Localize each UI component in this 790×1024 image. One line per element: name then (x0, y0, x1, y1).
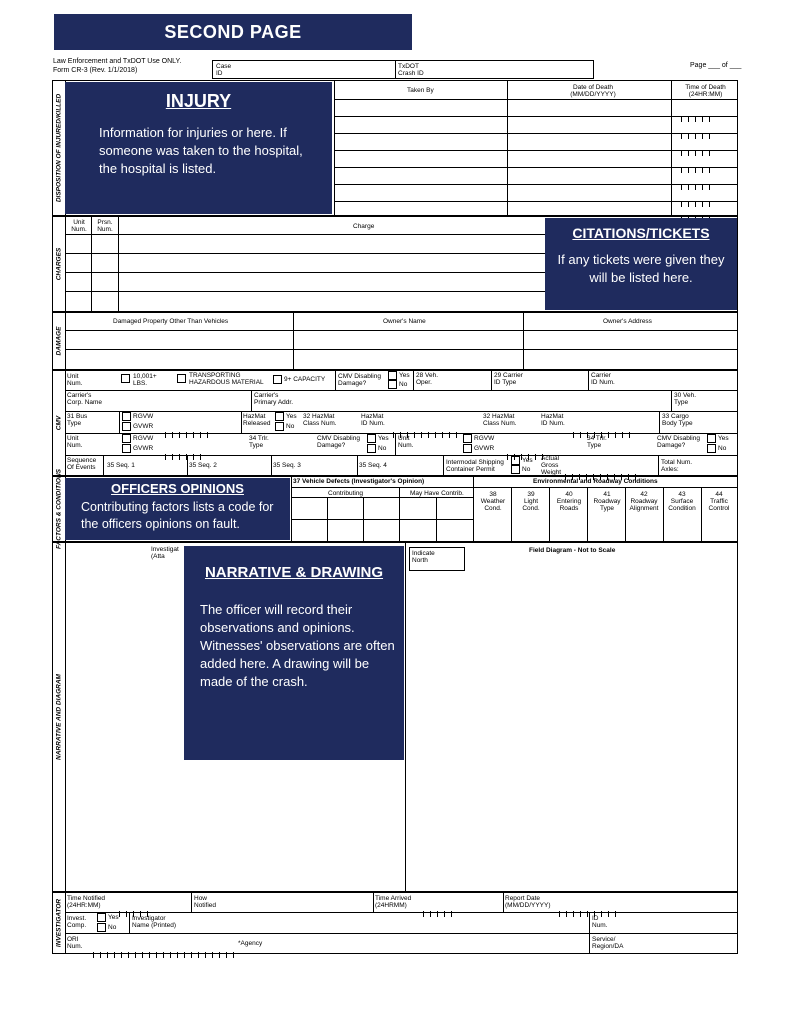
hazmat-released-label: HazMat Released (243, 413, 271, 427)
id-num-label: ID Num. (592, 915, 608, 929)
may-have-contrib-header: May Have Contrib. (410, 490, 464, 497)
gvwr-checkbox[interactable] (122, 422, 131, 431)
narrative-overlay (184, 546, 404, 760)
yes-label: Yes (286, 413, 297, 421)
contributing-header: Contributing (328, 490, 364, 497)
gvwr-label: GVWR (133, 445, 154, 453)
env-conditions-header: Environmental and Roadway Conditions (533, 478, 658, 485)
case-id-box[interactable] (212, 60, 594, 79)
investigator-section (52, 892, 738, 954)
citations-overlay (545, 218, 737, 310)
seq-3-label: 35 Seq. 3 (273, 462, 301, 469)
rgvw-checkbox-3[interactable] (463, 434, 472, 443)
carrier-id-type-label: 29 Carrier ID Type (494, 372, 523, 386)
damaged-property-header: Damaged Property Other Than Vehicles (113, 318, 229, 325)
carrier-corp-name-label: Carrier's Corp. Name (67, 392, 103, 406)
time-notified-label: Time Notified (24HR:MM) (67, 895, 106, 909)
narrative-overlay-text: The officer will record their observations and opinions. Witnesses' observations are often added here. A drawing will be made of the crash. (200, 602, 395, 689)
hazmat-class-num-label: 32 HazMat Class Num. (303, 413, 337, 427)
no-label: No (522, 466, 531, 474)
prsn-num-header: Prsn. Num. (97, 219, 113, 233)
form-number: Form CR-3 (Rev. 1/1/2018) (53, 67, 138, 74)
trlr-disabling-2-no-checkbox[interactable] (707, 444, 716, 453)
no-label: No (286, 423, 295, 431)
trlr-cmv-disabling-label: CMV Disabling Damage? (317, 435, 360, 449)
damage-section (52, 312, 738, 370)
cargo-body-type-label: 33 Cargo Body Type (662, 413, 693, 427)
rgvw-checkbox[interactable] (122, 412, 131, 421)
no-label: No (718, 445, 727, 453)
factors-side-label: FACTORS & CONDITIONS (53, 477, 66, 541)
taken-by-header: Taken By (407, 87, 434, 94)
charge-header: Charge (353, 223, 375, 230)
trlr-type-label: 34 Trlr. Type (249, 435, 269, 449)
investigator-name-label: Investigator Name (Printed) (132, 915, 177, 929)
ori-num-label: ORI Num. (67, 936, 83, 950)
hazmat-id-num-label: HazMat ID Num. (361, 413, 385, 427)
rgvw-label: RGVW (133, 413, 154, 421)
veh-oper-label: 28 Veh. Oper. (416, 372, 439, 386)
narrative-overlay-title: NARRATIVE & DRAWING (204, 564, 384, 581)
citations-overlay-title: CITATIONS/TICKETS (572, 225, 710, 241)
hazmat-id-num-2-label: HazMat ID Num. (541, 413, 565, 427)
surface-condition-header: 43 Surface Condition (668, 491, 696, 512)
carrier-id-num-label: Carrier ID Num. (591, 372, 615, 386)
yes-label: Yes (718, 435, 729, 443)
seq-4-label: 35 Seq. 4 (359, 462, 387, 469)
carrier-primary-addr-label: Carrier's Primary Addr. (254, 392, 294, 406)
citations-overlay-text: If any tickets were given they will be listed here. (557, 252, 725, 285)
roadway-alignment-header: 42 Roadway Alignment (629, 491, 659, 512)
gvwr-checkbox-3[interactable] (463, 444, 472, 453)
trlr-type-2-label: 34 Trlr. Type (587, 435, 607, 449)
gvwr-label: GVWR (474, 445, 495, 453)
case-id-label: Case ID (216, 63, 232, 77)
no-label: No (378, 445, 387, 453)
yes-label: Yes (108, 914, 119, 922)
owners-name-header: Owner's Name (383, 318, 426, 325)
transporting-hazmat-label: TRANSPORTING HAZARDOUS MATERIAL (189, 372, 264, 386)
seq-1-label: 35 Seq. 1 (107, 462, 135, 469)
light-cond-header: 39 Light Cond. (522, 491, 540, 512)
roadway-type-header: 41 Roadway Type (593, 491, 621, 512)
intermodal-permit-label: Intermodal Shipping Container Permit (446, 459, 504, 473)
investigator-side-label: INVESTIGATOR (53, 893, 66, 953)
owners-address-header: Owner's Address (603, 318, 652, 325)
gvwr-checkbox-2[interactable] (122, 444, 131, 453)
total-axles-label: Total Num. Axles: (661, 459, 693, 473)
txdot-crash-id-label: TxDOT Crash ID (398, 63, 424, 77)
indicate-north-box: Indicate North (409, 547, 465, 571)
time-of-death-header: Time of Death (24HR:MM) (685, 84, 726, 98)
officers-opinions-overlay (65, 478, 290, 540)
damage-side-label: DAMAGE (53, 313, 66, 369)
cmv-disabling-label: CMV Disabling Damage? (338, 373, 381, 387)
date-of-death-header: Date of Death (MM/DD/YYYY) (570, 84, 616, 98)
intermodal-yes-checkbox[interactable] (511, 456, 520, 465)
agency-label: *Agency (238, 940, 263, 947)
second-page-banner: SECOND PAGE (54, 14, 412, 50)
trlr-disabling-2-yes-checkbox[interactable] (707, 434, 716, 443)
injury-overlay-text: Information for injuries or here. If someone was taken to the hospital, the hospital is listed. (99, 125, 303, 176)
trlr-disabling-no-checkbox[interactable] (367, 444, 376, 453)
intermodal-no-checkbox[interactable] (511, 465, 520, 474)
yes-label: Yes (522, 457, 533, 465)
hazmat-released-no-checkbox[interactable] (275, 422, 284, 431)
service-region-label: Service/ Region/DA (592, 936, 624, 950)
injury-overlay-title: INJURY (165, 91, 232, 111)
cmv-disabling-yes-checkbox[interactable] (388, 371, 397, 380)
rgvw-checkbox-2[interactable] (122, 434, 131, 443)
rgvw-label: RGVW (133, 435, 154, 443)
sequence-of-events-label: Sequence Of Events (67, 457, 97, 471)
report-date-label: Report Date (MM/DD/YYYY) (505, 895, 551, 909)
veh-type-label: 30 Veh. Type (674, 392, 697, 406)
trailer-unit-num-label: Unit Num. (67, 435, 83, 449)
yes-label: Yes (378, 435, 389, 443)
officers-opinions-title: OFFICERS OPINIONS (111, 481, 244, 496)
unit-num-header: Unit Num. (71, 219, 87, 233)
time-arrived-label: Time Arrived (24HRMM) (375, 895, 412, 909)
hazmat-checkbox[interactable] (177, 374, 186, 383)
bus-type-label: 31 Bus Type (67, 413, 88, 427)
yes-label: Yes (399, 372, 410, 380)
how-notified-label: How Notified (194, 895, 217, 909)
charges-side-label: CHARGES (53, 217, 66, 311)
traffic-control-header: 44 Traffic Control (708, 491, 730, 512)
injury-overlay (65, 82, 332, 214)
trlr-cmv-disabling-2-label: CMV Disabling Damage? (657, 435, 700, 449)
hazmat-released-yes-checkbox[interactable] (275, 412, 284, 421)
investigator-narrative-label: Investigat (Atta (151, 546, 179, 560)
cmv-disabling-no-checkbox[interactable] (388, 380, 397, 389)
seq-2-label: 35 Seq. 2 (189, 462, 217, 469)
officers-opinions-text: Contributing factors lists a code for the officers opinions on fault. (81, 500, 274, 531)
hazmat-class-num-2-label: 32 HazMat Class Num. (483, 413, 517, 427)
agency-note: Law Enforcement and TxDOT Use ONLY. (53, 58, 182, 65)
page-of-label: Page ___ of ___ (690, 62, 742, 69)
weather-cond-header: 38 Weather Cond. (480, 491, 506, 512)
injury-side-label: DISPOSITION OF INJURED/KILLED (53, 81, 66, 215)
cmv-side-label: CMV (53, 371, 66, 475)
cmv-unit-num: Unit Num. (67, 373, 83, 387)
10001-lbs-checkbox[interactable] (121, 374, 130, 383)
invest-comp-no-checkbox[interactable] (97, 923, 106, 932)
trlr-disabling-yes-checkbox[interactable] (367, 434, 376, 443)
narrative-side-label: NARRATIVE AND DIAGRAM (53, 543, 66, 891)
trailer-unit-num-2-label: Unit Num. (398, 435, 414, 449)
no-label: No (399, 381, 408, 389)
invest-comp-label: Invest. Comp. (67, 915, 87, 929)
invest-comp-yes-checkbox[interactable] (97, 913, 106, 922)
vehicle-defects-header: 37 Vehicle Defects (Investigator's Opinion) (293, 478, 425, 485)
actual-gross-weight-label: Actual Gross Weight (541, 455, 562, 476)
capacity-checkbox[interactable] (273, 375, 282, 384)
field-diagram-label: Field Diagram - Not to Scale (529, 547, 616, 554)
entering-roads-header: 40 Entering Roads (556, 491, 582, 512)
gvwr-label: GVWR (133, 423, 154, 431)
no-label: No (108, 924, 117, 932)
10001-lbs-label: 10,001+ LBS. (133, 373, 157, 387)
capacity-label: 9+ CAPACITY (284, 376, 326, 384)
cmv-section (52, 370, 738, 476)
rgvw-label: RGVW (474, 435, 495, 443)
